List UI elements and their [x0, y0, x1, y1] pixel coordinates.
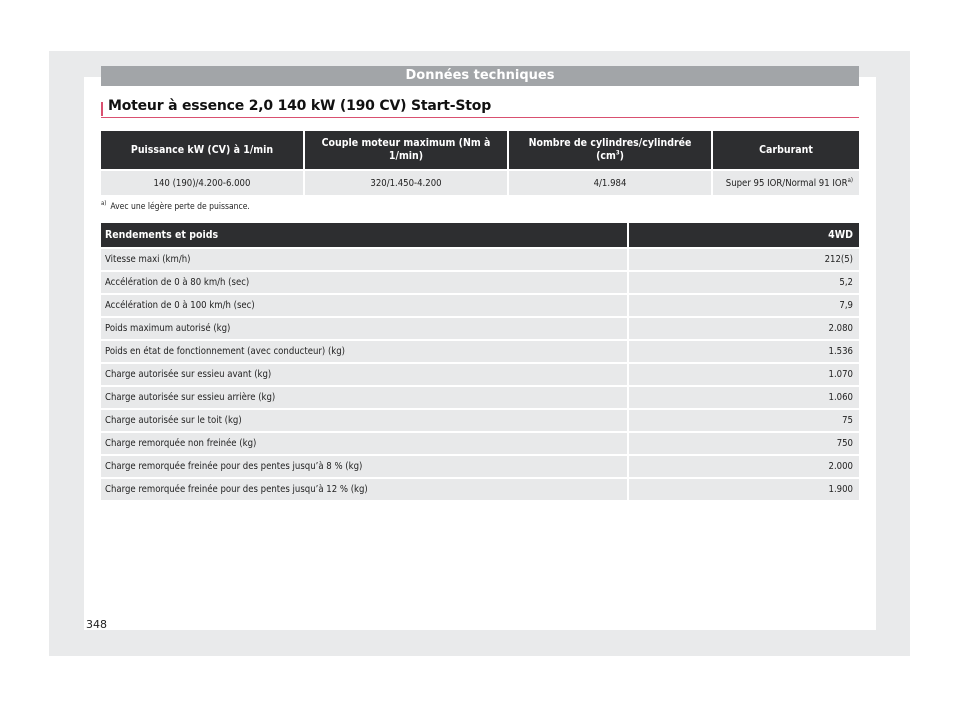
table-row: [101, 385, 859, 408]
table-row: [101, 316, 859, 339]
row-value: 1.900: [627, 477, 859, 500]
cell-torque: 320/1.450-4.200: [305, 169, 509, 195]
row-label: Charge remorquée freinée pour des pentes jusqu’à 8 % (kg): [101, 454, 627, 477]
page-title: Moteur à essence 2,0 140 kW (190 CV) Start-Stop: [108, 98, 492, 114]
perf-header-label: Rendements et poids: [101, 223, 627, 247]
row-label: Charge autorisée sur le toit (kg): [101, 408, 627, 431]
footnote-text: Avec une légère perte de puissance.: [110, 201, 250, 212]
row-label: Poids maximum autorisé (kg): [101, 316, 627, 339]
page-number: 348: [86, 618, 107, 631]
row-value: 2.000: [627, 454, 859, 477]
header-cylinders-end: ): [619, 150, 624, 162]
row-value: 212(5): [627, 247, 859, 270]
header-cylinders: [509, 131, 713, 169]
table-row: [101, 293, 859, 316]
row-label: Poids en état de fonctionnement (avec conducteur) (kg): [101, 339, 627, 362]
cell-fuel-note: a): [847, 176, 853, 184]
table-row: [101, 431, 859, 454]
table-row: [101, 270, 859, 293]
row-value: 7,9: [627, 293, 859, 316]
table-row: [101, 169, 859, 195]
row-label: Charge remorquée freinée pour des pentes jusqu’à 12 % (kg): [101, 477, 627, 500]
row-label: Accélération de 0 à 100 km/h (sec): [101, 293, 627, 316]
table-row: [101, 362, 859, 385]
table-row: [101, 339, 859, 362]
footnote-mark: a): [101, 200, 107, 207]
row-label: Charge autorisée sur essieu avant (kg): [101, 362, 627, 385]
row-label: Charge remorquée non freinée (kg): [101, 431, 627, 454]
performance-table: [101, 223, 859, 500]
table-row: [101, 247, 859, 270]
row-value: 5,2: [627, 270, 859, 293]
cell-power: 140 (190)/4.200-6.000: [101, 169, 305, 195]
cell-fuel: [713, 169, 859, 195]
row-value: 1.536: [627, 339, 859, 362]
perf-header-value: 4WD: [627, 223, 859, 247]
header-power: Puissance kW (CV) à 1/min: [101, 131, 305, 169]
row-value: 1.070: [627, 362, 859, 385]
table-row: [101, 408, 859, 431]
row-value: 75: [627, 408, 859, 431]
row-label: Vitesse maxi (km/h): [101, 247, 627, 270]
header-fuel: Carburant: [713, 131, 859, 169]
title-underline: [101, 117, 859, 118]
table-row: [101, 454, 859, 477]
title-accent-bar: [101, 102, 103, 116]
header-cylinders-sup: 3: [615, 149, 620, 157]
footnote: [101, 200, 250, 212]
header-torque: Couple moteur maximum (Nm à 1/min): [305, 131, 509, 169]
table-row: [101, 477, 859, 500]
row-label: Accélération de 0 à 80 km/h (sec): [101, 270, 627, 293]
cell-fuel-text: Super 95 IOR/Normal 91 IOR: [725, 177, 848, 189]
section-header: Données techniques: [101, 66, 859, 86]
engine-specs-table: [101, 131, 859, 195]
row-value: 1.060: [627, 385, 859, 408]
cell-cylinders: 4/1.984: [509, 169, 713, 195]
row-value: 2.080: [627, 316, 859, 339]
row-value: 750: [627, 431, 859, 454]
header-cylinders-text: Nombre de cylindres/cylindrée (cm: [528, 137, 692, 162]
row-label: Charge autorisée sur essieu arrière (kg): [101, 385, 627, 408]
